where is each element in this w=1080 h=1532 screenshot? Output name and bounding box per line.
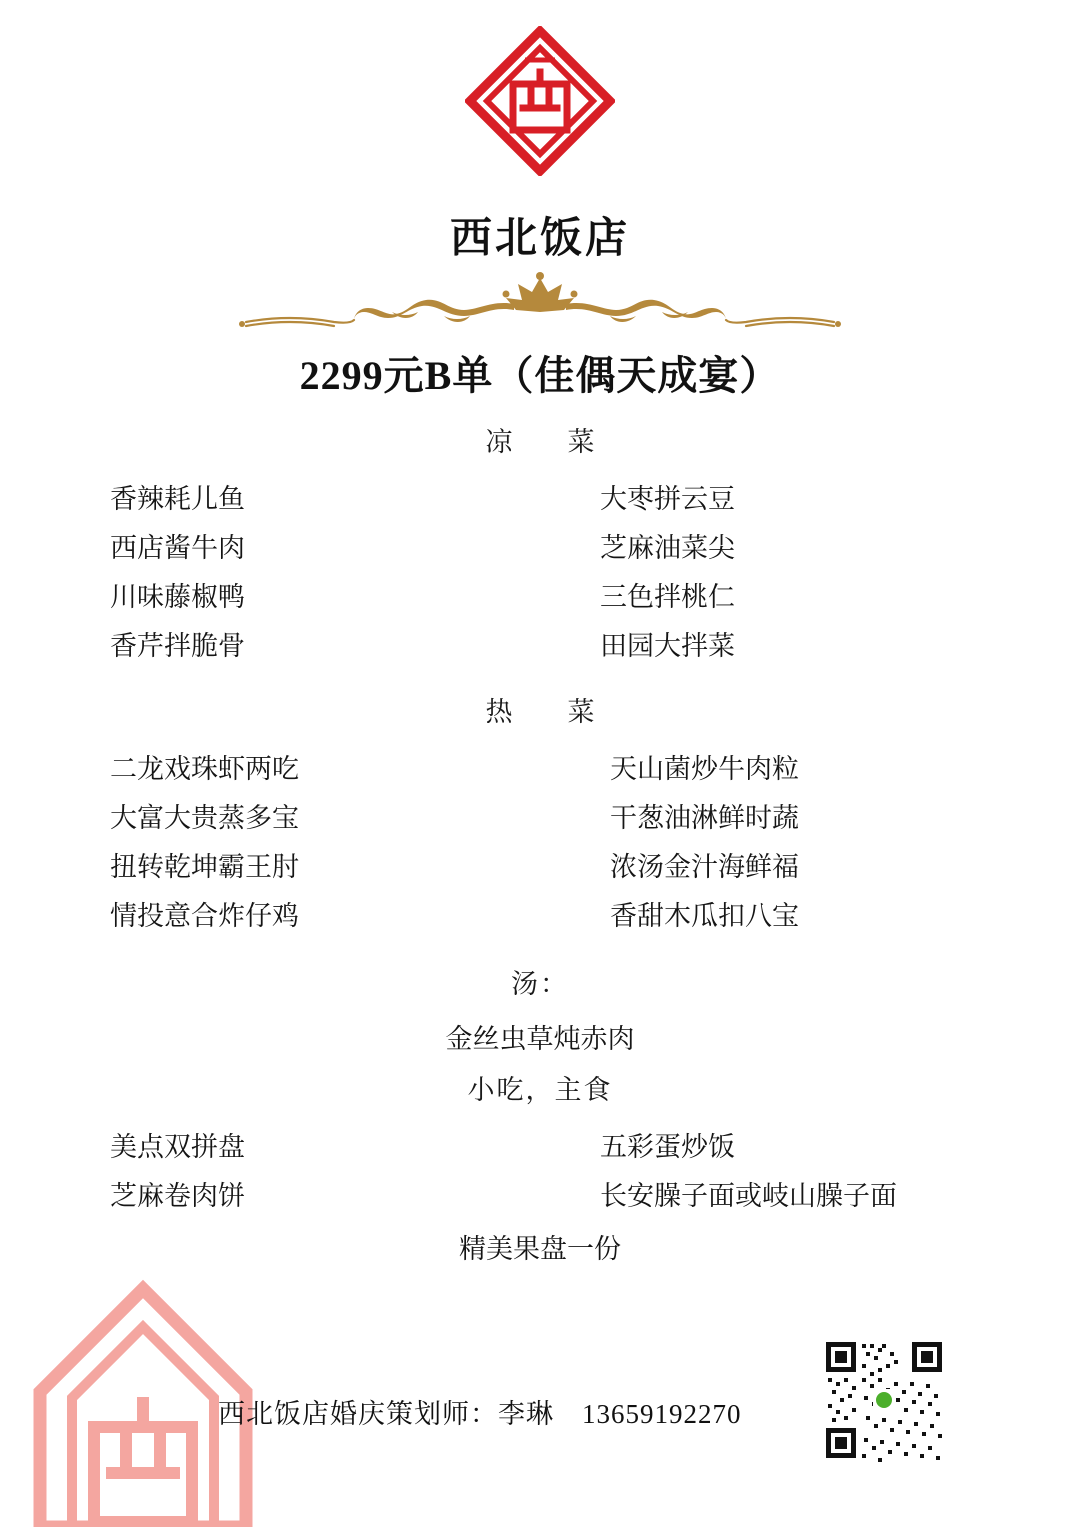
dish-name: 西店酱牛肉	[110, 533, 245, 563]
dish-name: 二龙戏珠虾两吃	[110, 754, 299, 784]
dish-row	[110, 845, 970, 884]
dish-name: 香辣耗儿鱼	[110, 484, 245, 514]
dish-name: 精美果盘一份	[459, 1234, 621, 1264]
diamond-xi-logo-icon	[465, 26, 615, 176]
dish-name: 大富大贵蒸多宝	[110, 803, 299, 833]
section-soup	[0, 962, 1080, 1056]
dish-name: 五彩蛋炒饭	[600, 1132, 735, 1162]
dish-row	[110, 894, 970, 933]
dish-row	[110, 796, 970, 835]
ornament-divider-icon	[230, 272, 850, 334]
dish-row	[110, 1125, 970, 1164]
dish-row	[110, 747, 970, 786]
dish-name: 美点双拼盘	[110, 1132, 245, 1162]
dish-name: 长安臊子面或岐山臊子面	[600, 1181, 897, 1211]
section-heading-cold: 凉 菜	[485, 427, 609, 457]
dish-row	[110, 575, 970, 614]
section-heading-snack: 小吃，主食	[467, 1075, 613, 1105]
dish-name: 田园大拌菜	[600, 631, 735, 661]
wechat-icon	[873, 1389, 895, 1411]
brand-logo	[0, 26, 1080, 176]
dish-row	[110, 624, 970, 663]
footer-contact: 西北饭店婚庆策划师：李琳 13659192270	[218, 1399, 742, 1429]
dish-name: 三色拌桃仁	[600, 582, 735, 612]
dish-name: 浓汤金汁海鲜福	[610, 852, 799, 882]
qr-code-icon[interactable]	[822, 1338, 946, 1462]
dish-grid-snack	[0, 1125, 1080, 1213]
dish-name: 天山菌炒牛肉粒	[610, 754, 799, 784]
dish-name: 金丝虫草炖赤肉	[445, 1024, 635, 1054]
dish-name: 香芹拌脆骨	[110, 631, 245, 661]
dish-row	[110, 477, 970, 516]
dish-grid-hot	[0, 747, 1080, 933]
page-title: 2299元B单（佳偶天成宴）	[299, 353, 781, 398]
brand-name: 西北饭店	[449, 216, 630, 262]
section-heading-soup: 汤：	[511, 969, 569, 999]
section-hot	[0, 690, 1080, 943]
dish-grid-cold	[0, 477, 1080, 663]
section-heading-hot: 热 菜	[485, 697, 609, 727]
dish-name: 扭转乾坤霸王肘	[110, 852, 299, 882]
dish-name: 芝麻卷肉饼	[110, 1181, 245, 1211]
dish-name: 川味藤椒鸭	[110, 582, 245, 612]
dish-name: 香甜木瓜扣八宝	[610, 901, 799, 931]
dish-name: 干葱油淋鲜时蔬	[610, 803, 799, 833]
section-cold	[0, 420, 1080, 673]
dish-name: 芝麻油菜尖	[600, 533, 735, 563]
dish-name: 大枣拼云豆	[600, 484, 735, 514]
dish-row	[110, 526, 970, 565]
dish-row	[110, 1174, 970, 1213]
dish-name: 情投意合炸仔鸡	[110, 901, 299, 931]
section-snack	[0, 1068, 1080, 1266]
